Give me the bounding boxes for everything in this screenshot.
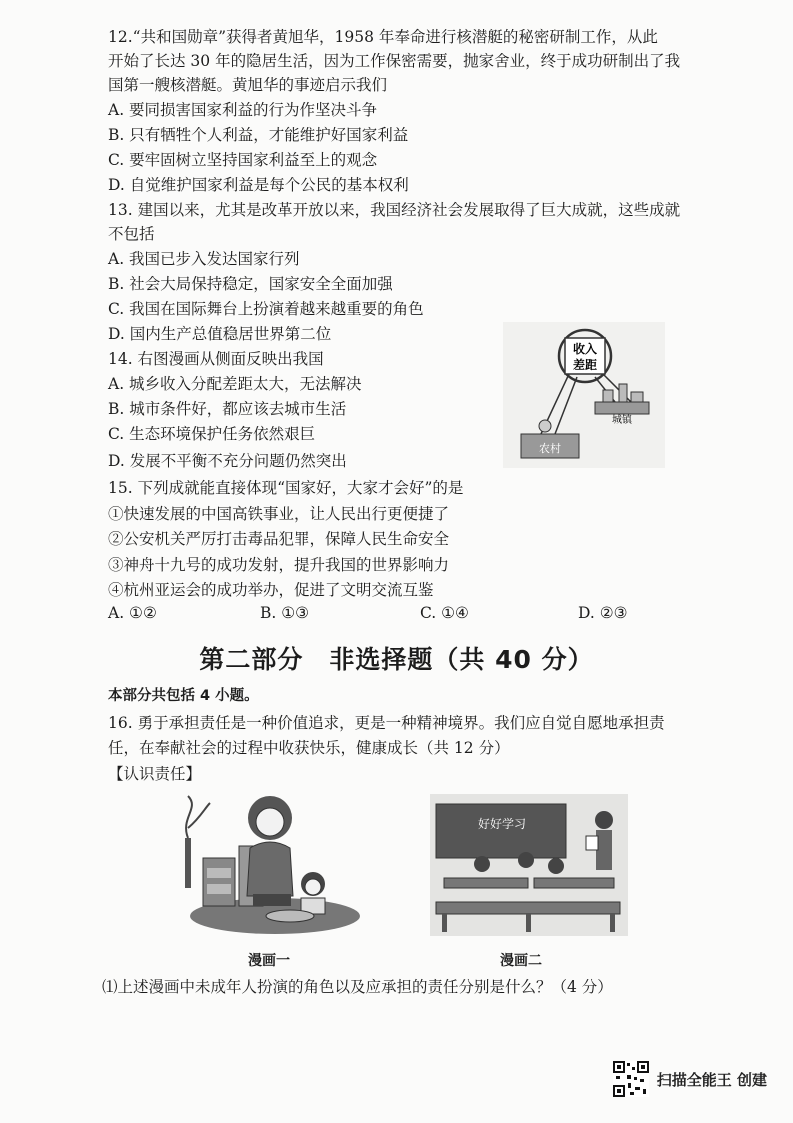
q14-stem: 14. 右图漫画从侧面反映出我国 <box>108 350 324 368</box>
village-label: 农村 <box>539 442 561 455</box>
q15-item-4: ④杭州亚运会的成功举办，促进了文明交流互鉴 <box>108 581 434 599</box>
sign-bottom-text: 差距 <box>572 358 598 372</box>
q15-item-2: ②公安机关严厉打击毒品犯罪，保障人民生命安全 <box>108 530 450 548</box>
q15-stem: 15. 下列成就能直接体现“国家好，大家才会好”的是 <box>108 479 464 497</box>
scanner-watermark-text: 扫描全能王 创建 <box>656 1070 767 1089</box>
q16-section-heading: 【认识责任】 <box>108 765 202 783</box>
comic-one-image <box>175 788 360 938</box>
part2-note: 本部分共包括 4 小题。 <box>108 688 259 704</box>
q13-stem-line-2: 不包括 <box>108 225 155 243</box>
blackboard-text: 好好学习 <box>478 817 527 831</box>
city-label: 城镇 <box>612 415 632 426</box>
q12-option-b: B. 只有牺牲个人利益，才能维护好国家利益 <box>108 126 409 144</box>
q14-option-d: D. 发展不平衡不充分问题仍然突出 <box>108 452 347 470</box>
sign-top-text: 收入 <box>572 342 598 356</box>
qr-code-icon <box>613 1061 649 1097</box>
q14-option-c: C. 生态环境保护任务依然艰巨 <box>108 425 316 443</box>
q13-stem-line-1: 13. 建国以来，尤其是改革开放以来，我国经济社会发展取得了巨大成就，这些成就 <box>108 201 681 219</box>
q16-stem-line-1: 16. 勇于承担责任是一种价值追求，更是一种精神境界。我们应自觉自愿地承担责 <box>108 714 665 732</box>
q15-item-3: ③神舟十九号的成功发射，提升我国的世界影响力 <box>108 556 450 574</box>
q14-option-a: A. 城乡收入分配差距太大，无法解决 <box>108 375 362 393</box>
q13-option-a: A. 我国已步入发达国家行列 <box>108 250 300 268</box>
q16-sub-question-1: ⑴上述漫画中未成年人扮演的角色以及应承担的责任分别是什么？（4 分） <box>102 978 613 996</box>
q12-stem-line-2: 开始了长达 30 年的隐居生活，因为工作保密需要，抛家舍业，终于成功研制出了我 <box>108 52 681 70</box>
q15-item-1: ①快速发展的中国高铁事业，让人民出行更便捷了 <box>108 505 450 523</box>
q12-stem-line-1: 12.“共和国勋章”获得者黄旭华，1958 年奉命进行核潜艇的秘密研制工作，从此 <box>108 28 658 46</box>
q12-option-a: A. 要同损害国家利益的行为作坚决斗争 <box>108 101 378 119</box>
q12-stem-line-3: 国第一艘核潜艇。黄旭华的事迹启示我们 <box>108 76 388 94</box>
q12-option-c: C. 要牢固树立坚持国家利益至上的观念 <box>108 151 378 169</box>
q15-choice-a: A. ①② <box>108 604 157 622</box>
q14-option-b: B. 城市条件好，都应该去城市生活 <box>108 400 347 418</box>
income-gap-cartoon <box>503 322 665 468</box>
scanner-watermark <box>613 1061 767 1097</box>
comic-two-caption: 漫画二 <box>500 953 542 969</box>
q15-choice-c: C. ①④ <box>420 604 469 622</box>
part2-title: 第二部分 非选择题（共 40 分） <box>199 645 594 674</box>
comic-one-caption: 漫画一 <box>248 953 290 969</box>
q13-option-d: D. 国内生产总值稳居世界第二位 <box>108 325 332 343</box>
q13-option-c: C. 我国在国际舞台上扮演着越来越重要的角色 <box>108 300 424 318</box>
q15-choice-b: B. ①③ <box>260 604 310 622</box>
q15-choice-d: D. ②③ <box>578 604 628 622</box>
q12-option-d: D. 自觉维护国家利益是每个公民的基本权利 <box>108 176 409 194</box>
comic-two-image <box>430 794 628 936</box>
q13-option-b: B. 社会大局保持稳定，国家安全全面加强 <box>108 275 393 293</box>
q16-stem-line-2: 任，在奉献社会的过程中收获快乐，健康成长（共 12 分） <box>108 739 510 757</box>
